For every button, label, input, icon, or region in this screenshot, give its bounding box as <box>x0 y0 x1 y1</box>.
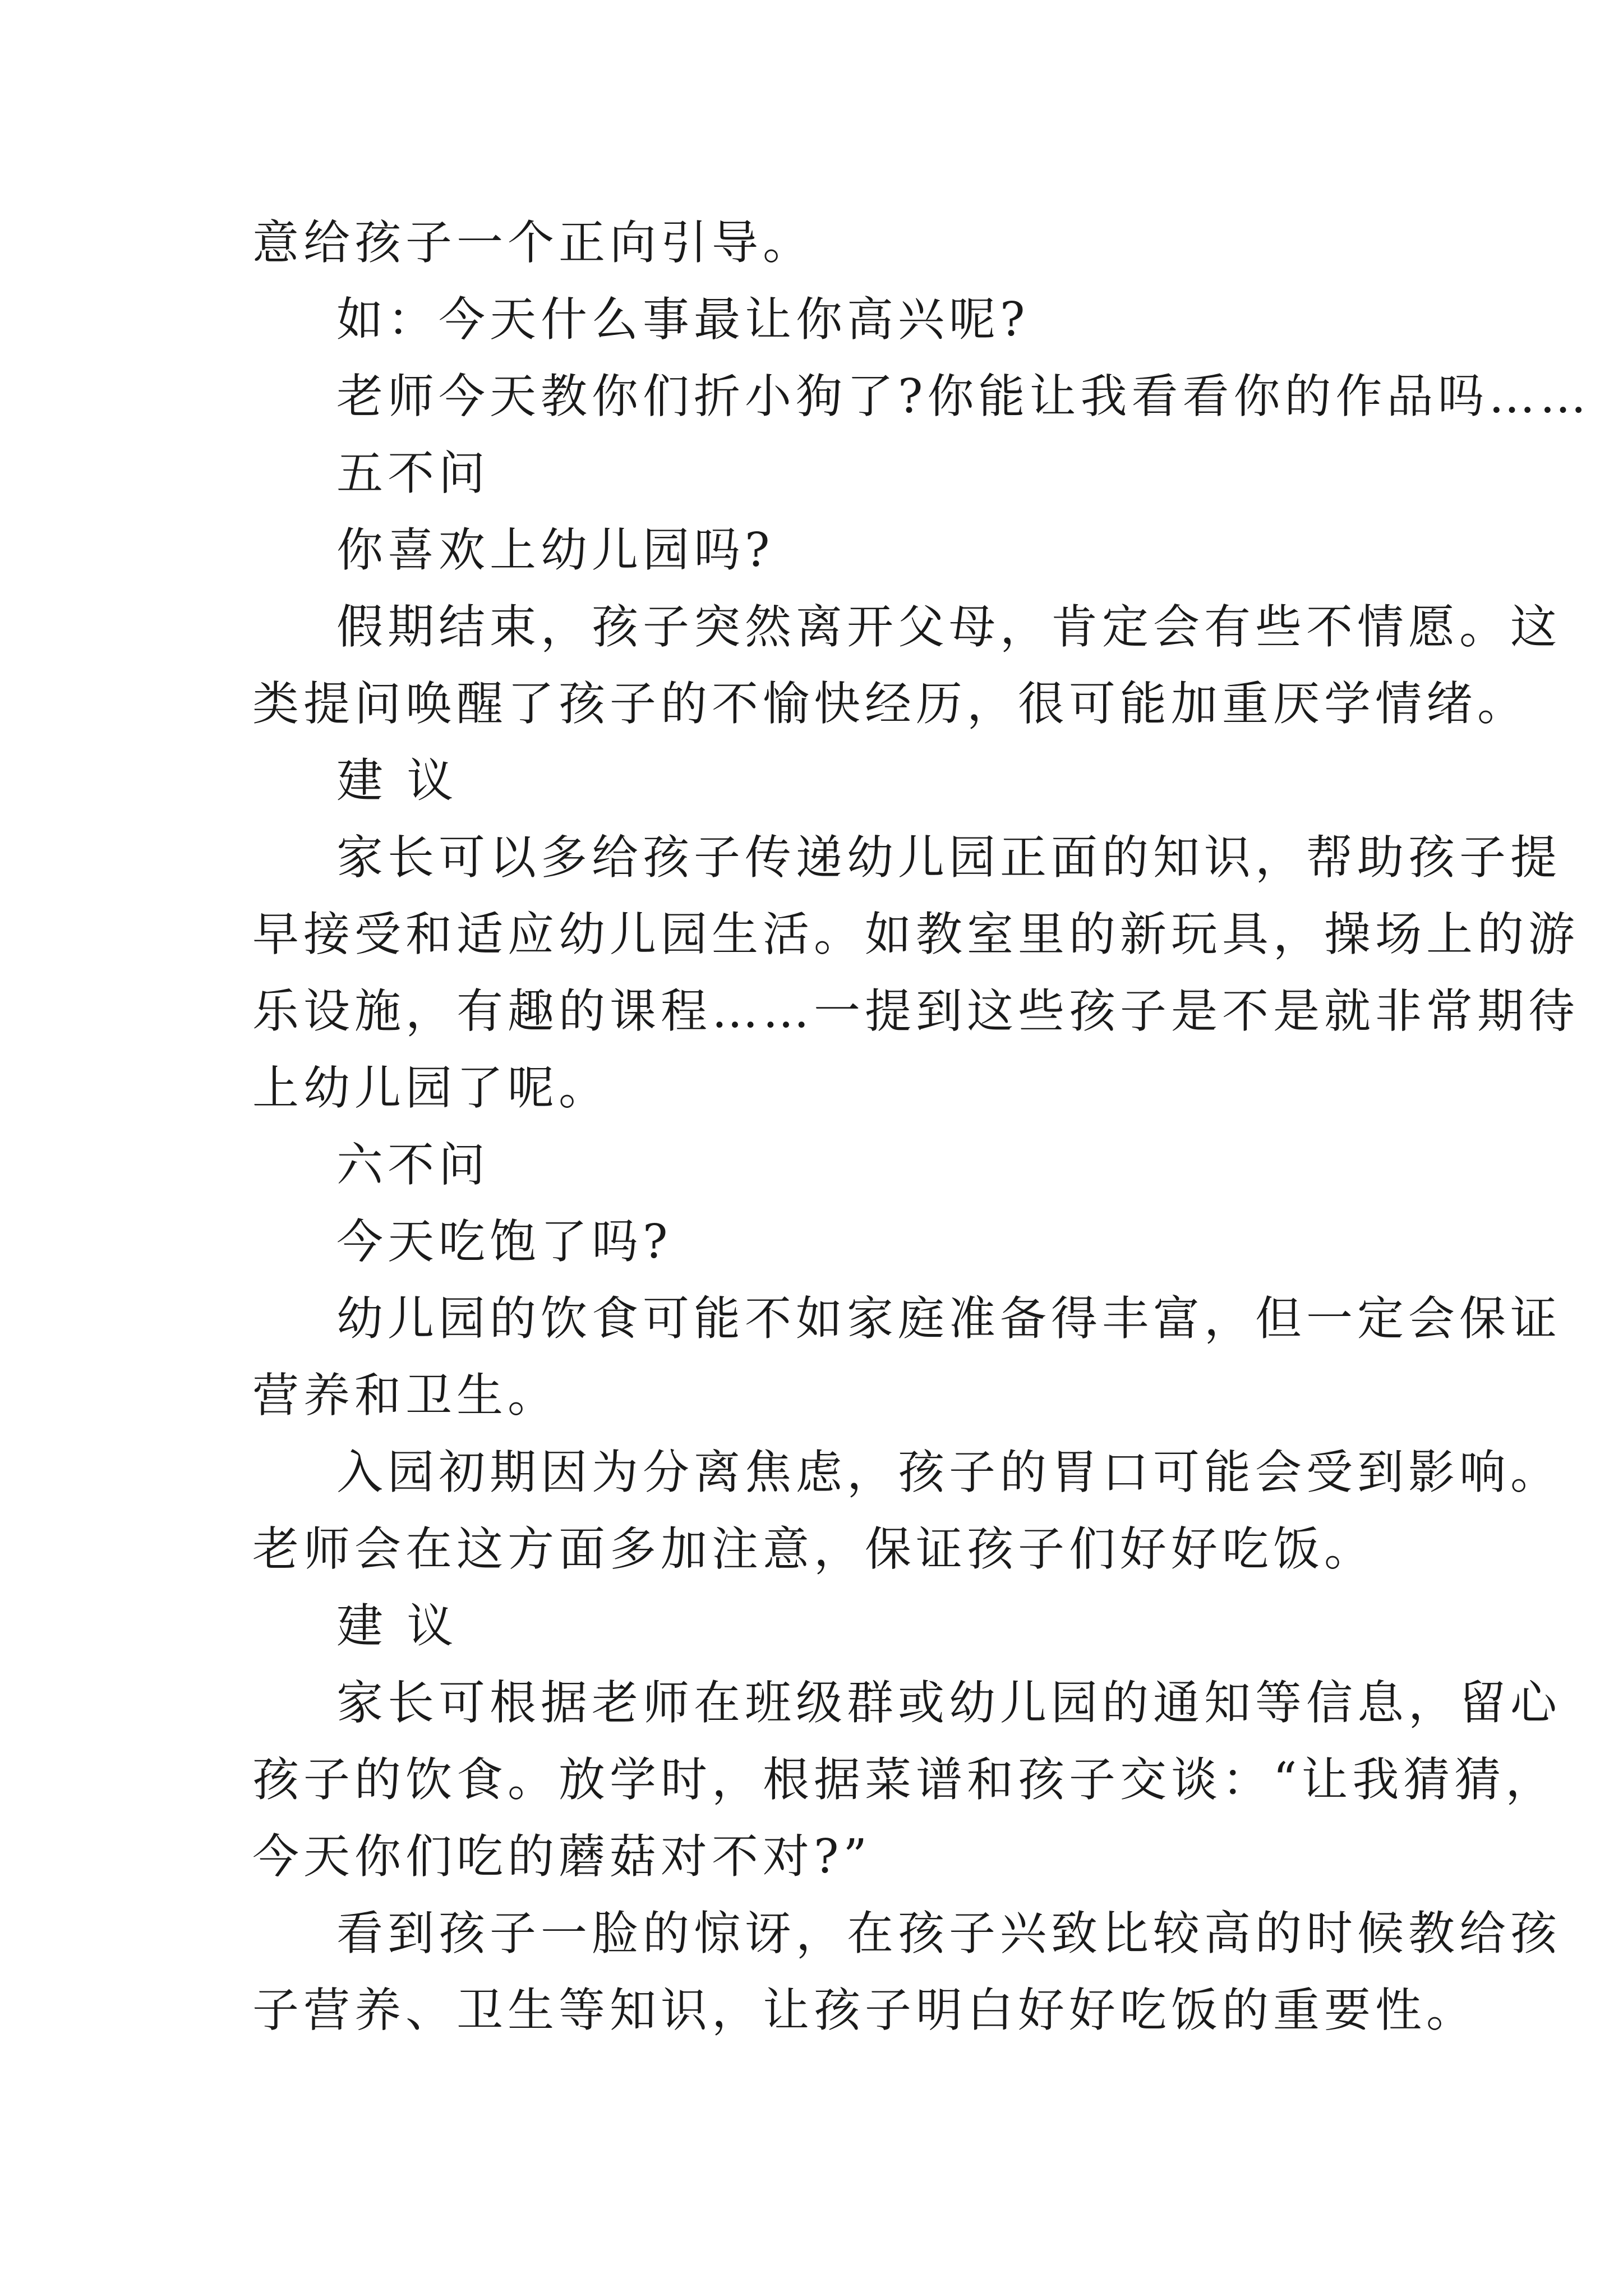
text-line: 看到孩子一脸的惊讶，在孩子兴致比较高的时候教给孩 <box>336 1906 1561 1961</box>
text-line: 子营养、卫生等知识，让孩子明白好好吃饭的重要性。 <box>252 1983 1477 2037</box>
text-line: 假期结束，孩子突然离开父母，肯定会有些不情愿。这 <box>336 600 1561 654</box>
text-line: 家长可以多给孩子传递幼儿园正面的知识，帮助孩子提 <box>336 830 1561 885</box>
section-heading: 六不问 <box>336 1138 490 1192</box>
suggestion-heading: 建 议 <box>336 1599 458 1653</box>
text-line: 家长可根据老师在班级群或幼儿园的通知等信息，留心 <box>336 1676 1561 1730</box>
text-line: 早接受和适应幼儿园生活。如教室里的新玩具，操场上的游 <box>252 907 1579 961</box>
text-line: 今天吃饱了吗? <box>336 1214 672 1269</box>
text-line: 幼儿园的饮食可能不如家庭准备得丰富，但一定会保证 <box>336 1291 1561 1346</box>
text-line: 意给孩子一个正向引导。 <box>252 215 814 270</box>
text-line: 孩子的饮食。放学时，根据菜谱和孩子交谈：“让我猜猜， <box>252 1752 1557 1807</box>
text-line: 入园初期因为分离焦虑，孩子的胃口可能会受到影响。 <box>336 1445 1561 1499</box>
text-line: 今天你们吃的蘑菇对不对?” <box>252 1829 872 1884</box>
text-line: 老师今天教你们折小狗了?你能让我看看你的作品吗…… <box>336 369 1591 424</box>
text-line: 如：今天什么事最让你高兴呢? <box>336 292 1030 347</box>
text-line: 营养和卫生。 <box>252 1368 559 1423</box>
text-line: 你喜欢上幼儿园吗? <box>336 523 774 577</box>
section-heading: 五不问 <box>336 446 490 500</box>
text-line: 乐设施，有趣的课程……一提到这些孩子是不是就非常期待 <box>252 984 1579 1038</box>
text-line: 类提问唤醒了孩子的不愉快经历，很可能加重厌学情绪。 <box>252 677 1528 731</box>
text-line: 上幼儿园了呢。 <box>252 1061 610 1115</box>
suggestion-heading: 建 议 <box>336 753 458 808</box>
text-line: 老师会在这方面多加注意，保证孩子们好好吃饭。 <box>252 1522 1375 1576</box>
